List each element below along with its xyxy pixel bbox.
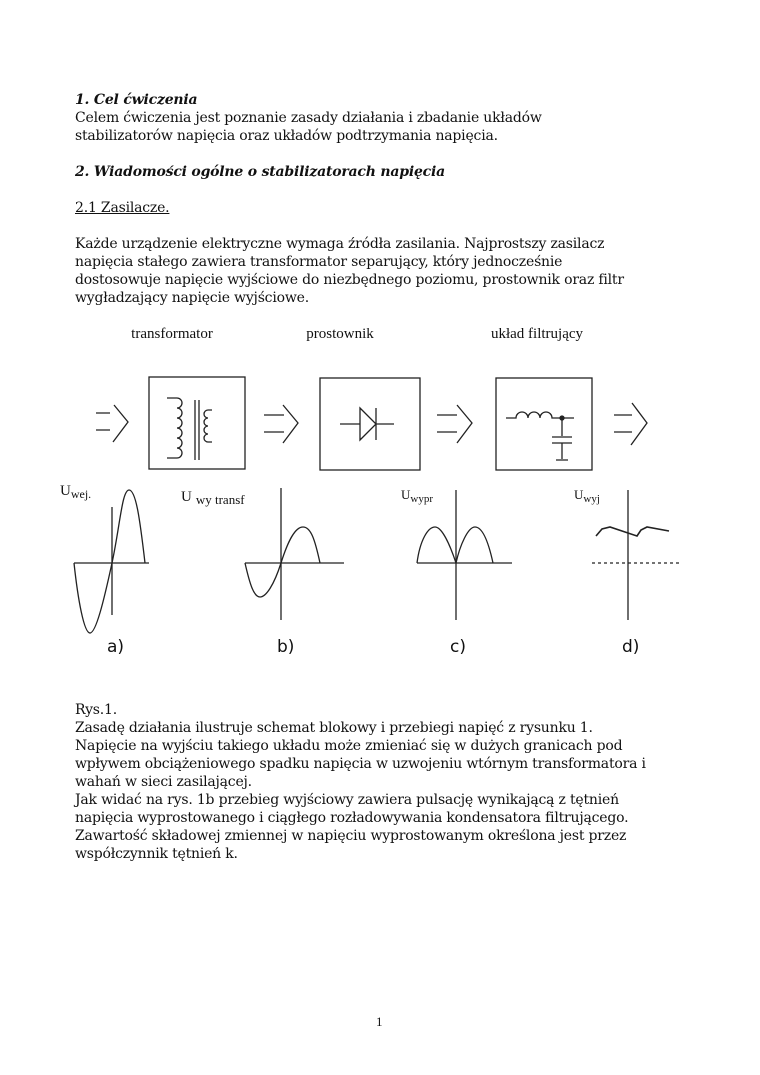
paragraph-line: Każde urządzenie elektryczne wymaga źródła zasilania. Najprostszy zasilacz — [75, 236, 605, 252]
paragraph-line: Zawartość składowej zmiennej w napięciu wyprostowanym określona jest przez — [75, 828, 627, 844]
rectifier-block — [320, 378, 420, 470]
arrow-icon — [614, 403, 647, 445]
block-diagram-figure — [0, 310, 760, 670]
page-number: 1 — [376, 1014, 383, 1029]
label-filter: układ filtrujący — [490, 326, 584, 342]
filter-block — [496, 378, 592, 470]
waveform-d-filtered-output — [592, 490, 679, 620]
paragraph-line: stabilizatorów napięcia oraz układów podtrzymania napięcia. — [75, 128, 498, 144]
paragraph-line: Jak widać na rys. 1b przebieg wyjściowy zawiera pulsację wynikającą z tętnień — [75, 792, 619, 808]
paragraph-line: Napięcie na wyjściu takiego układu może zmieniać się w dużych granicach pod — [75, 738, 623, 754]
waveform-c-rectified — [417, 490, 512, 620]
paragraph-line: napięcia wyprostowanego i ciągłego rozładowywania kondensatora filtrującego. — [75, 810, 629, 826]
waveform-a-input-sine — [74, 490, 149, 633]
signal-label-a: $U_{wej.}$ — [60, 483, 92, 501]
signal-label-c: $U_{wypr}$ — [401, 487, 433, 505]
label-prostownik: prostownik — [306, 326, 374, 342]
transformer-block — [149, 377, 245, 469]
paragraph-line: Celem ćwiczenia jest poznanie zasady działania i zbadanie układów — [75, 110, 542, 126]
panel-label-c: c) — [450, 637, 466, 657]
paragraph-line: wygładzający napięcie wyjściowe. — [75, 290, 309, 306]
arrow-icon — [96, 405, 128, 442]
signal-label-d: $U_{wyj}$ — [574, 487, 600, 505]
paragraph-line: dostosowuje napięcie wyjściowe do niezbędnego poziomu, prostownik oraz filtr — [75, 272, 624, 288]
paragraph-line: napięcia stałego zawiera transformator separujący, który jednocześnie — [75, 254, 563, 270]
panel-label-b: b) — [277, 637, 295, 657]
panel-label-d: d) — [622, 637, 640, 657]
section-2-heading: 2. Wiadomości ogólne o stabilizatorach napięcia — [75, 164, 445, 180]
paragraph-line: Zasadę działania ilustruje schemat blokowy i przebiegi napięć z rysunku 1. — [75, 720, 593, 736]
label-transformator: transformator — [131, 326, 213, 342]
paragraph-line: wpływem obciążeniowego spadku napięcia w uzwojeniu wtórnym transformatora i — [75, 756, 646, 772]
arrow-icon — [264, 405, 298, 443]
waveform-b-transformer-output — [245, 488, 344, 620]
subsection-heading: 2.1 Zasilacze. — [75, 200, 170, 216]
paragraph-line: współczynnik tętnień k. — [75, 846, 238, 862]
paragraph-line: wahań w sieci zasilającej. — [75, 774, 252, 790]
signal-label-b: U wy transf — [181, 489, 245, 507]
section-1-heading: 1. Cel ćwiczenia — [75, 92, 198, 108]
panel-label-a: a) — [107, 637, 125, 657]
arrow-icon — [437, 405, 472, 443]
figure-caption: Rys.1. — [75, 702, 117, 718]
